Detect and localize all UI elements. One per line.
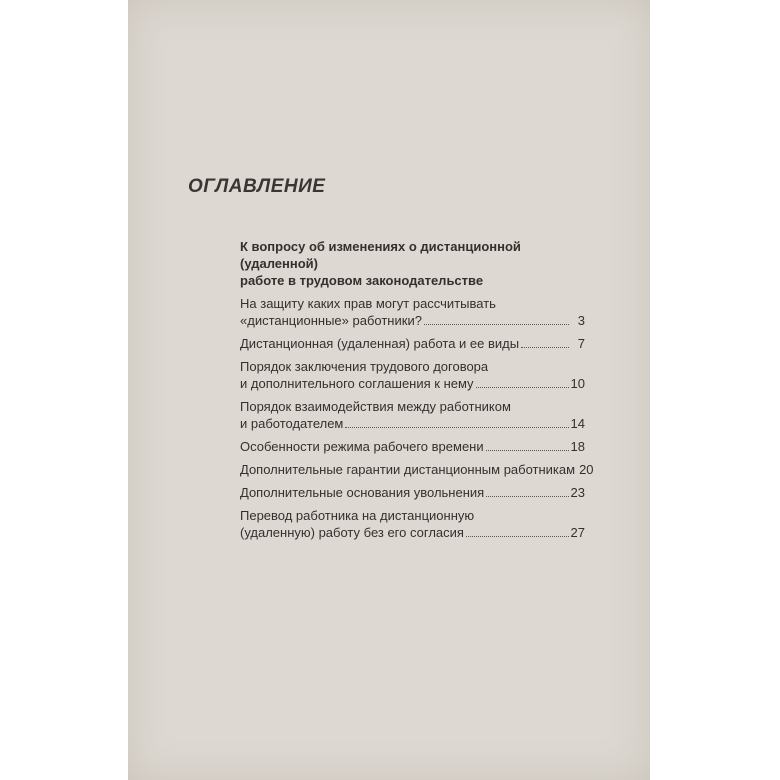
toc-entries [240,295,594,541]
toc-heading: ОГЛАВЛЕНИЕ [188,176,326,197]
toc-entry-last-line [240,335,585,352]
toc-page-number: 10 [570,376,585,391]
toc-entry-text: Порядок заключения трудового договора [240,359,489,374]
dot-leader [486,485,568,497]
toc-entry-text: Порядок взаимодействия между работником [240,399,511,414]
toc-entry [240,295,585,329]
table-of-contents [240,238,594,547]
toc-page-number: 7 [577,336,585,351]
section-title-line-2: работе в трудовом законодательстве [240,273,484,288]
toc-entry-last-line [240,461,594,478]
toc-entry [240,398,585,432]
toc-entry [240,484,585,501]
dot-leader [486,439,569,451]
dot-leader [424,313,569,325]
toc-entry [240,507,585,541]
toc-entry [240,438,585,455]
toc-entry [240,358,585,392]
toc-entry-text: «дистанционные» работники? [240,313,422,328]
toc-entry [240,461,594,478]
toc-page-number: 18 [570,439,585,454]
toc-entry-text: и работодателем [240,416,344,431]
toc-entry-text: Дистанционная (удаленная) работа и ее виды [240,336,520,351]
section-title-line-1: К вопросу об изменениях о дистанционной (удаленной) [240,239,521,271]
toc-entry-text: Дополнительные гарантии дистанционным работникам [240,462,576,477]
toc-page-number: 3 [577,313,585,328]
dot-leader [345,416,568,428]
toc-entry-text: Дополнительные основания увольнения [240,485,485,500]
toc-page-number: 27 [570,525,585,540]
toc-entry-text: На защиту каких прав могут рассчитывать [240,296,496,311]
toc-entry-text: Особенности режима рабочего времени [240,439,484,454]
dot-leader [466,525,569,537]
toc-entry-last-line [240,484,585,501]
dot-leader [476,376,569,388]
toc-page-number: 23 [570,485,585,500]
toc-entry-last-line [240,524,585,541]
toc-page-number: 14 [570,416,585,431]
toc-page-number: 20 [579,462,594,477]
dot-leader [521,336,569,348]
toc-entry-last-line [240,438,585,455]
toc-entry-text: и дополнительного соглашения к нему [240,376,474,391]
toc-entry-text: Перевод работника на дистанционную [240,508,475,523]
toc-entry-text: (удаленную) работу без его согласия [240,525,464,540]
section-title [240,238,585,289]
toc-entry [240,335,585,352]
toc-entry-last-line [240,415,585,432]
toc-entry-last-line [240,312,585,329]
toc-entry-last-line [240,375,585,392]
